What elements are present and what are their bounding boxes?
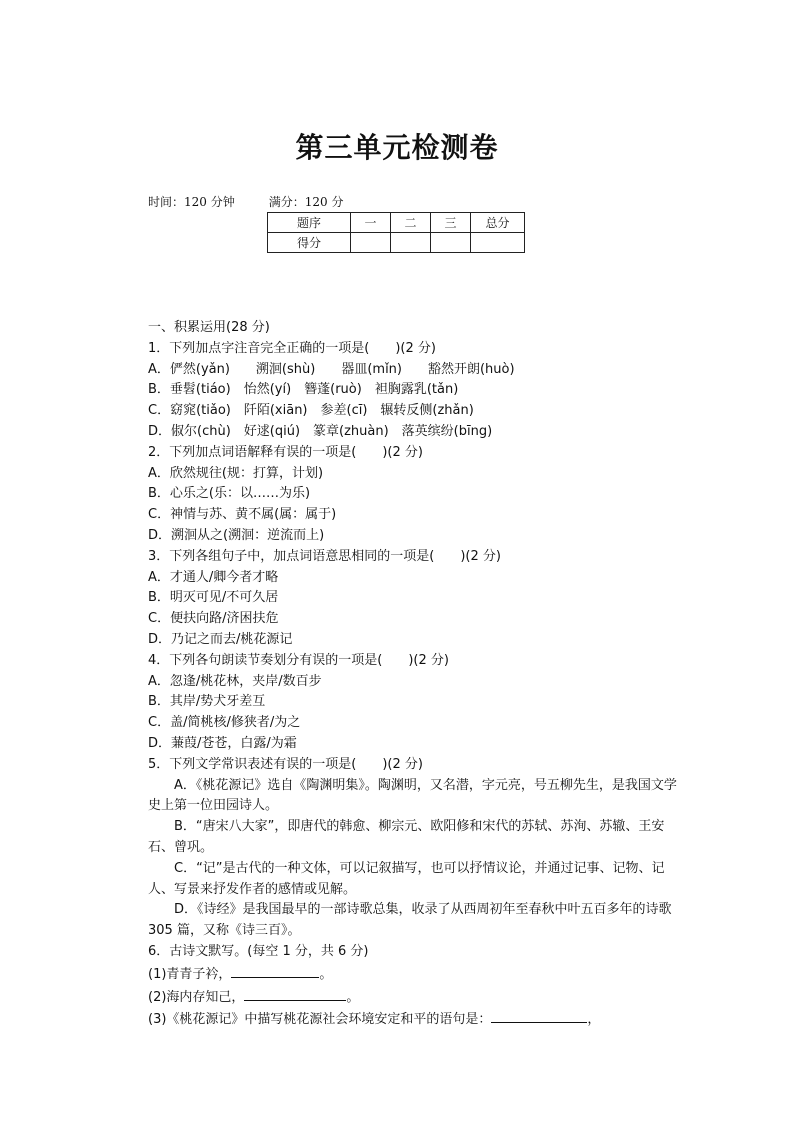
question-stem: 6．古诗文默写。(每空 1 分，共 6 分) bbox=[148, 943, 369, 959]
option: B．心乐之(乐：以……为乐) bbox=[148, 486, 311, 502]
option: A．俨然(yǎn) 溯洄(shù) 器皿(mǐn) 豁然开朗(huò) bbox=[148, 361, 515, 377]
option: B．明灭可见/不可久居 bbox=[148, 590, 279, 606]
fill-in-prompt: (3)《桃花源记》中描写桃花源社会环境安定和平的语句是： bbox=[148, 1012, 492, 1028]
option: D．乃记之而去/桃花源记 bbox=[148, 631, 293, 647]
fill-in-prompt: (2)海内存知己， bbox=[148, 989, 245, 1005]
question-stem: 1．下列加点字注音完全正确的一项是( )(2 分) bbox=[148, 340, 436, 356]
option: D．蒹葭/苍苍，白露/为霜 bbox=[148, 735, 297, 751]
option: B．其岸/势犬牙差互 bbox=[148, 694, 266, 710]
fill-in-punct: 。 bbox=[319, 966, 333, 982]
option: C．便扶向路/济困扶危 bbox=[148, 611, 279, 627]
option: C．窈窕(tiǎo) 阡陌(xiān) 参差(cī) 辗转反侧(zhǎn) bbox=[148, 403, 474, 419]
full-score: 满分：120 分 bbox=[268, 195, 344, 209]
score-table-row bbox=[268, 233, 525, 253]
fill-in-item bbox=[148, 986, 678, 1009]
score-header-cell: 三 bbox=[431, 213, 471, 233]
score-header-cell: 二 bbox=[391, 213, 431, 233]
answer-blank[interactable] bbox=[231, 963, 319, 978]
section-heading: 一、积累运用(28 分) bbox=[148, 320, 270, 335]
score-cell[interactable] bbox=[431, 233, 471, 253]
fill-in-punct: 。 bbox=[346, 989, 360, 1005]
exam-content bbox=[148, 318, 678, 1031]
option: A．欣然规往(规：打算，计划) bbox=[148, 465, 324, 481]
option: A．才通人/卿今者才略 bbox=[148, 569, 279, 585]
option: D．溯洄从之(溯洄：逆流而上) bbox=[148, 527, 325, 543]
option: B．垂髫(tiáo) 怡然(yí) 簪蓬(ruò) 袒胸露乳(tǎn) bbox=[148, 382, 459, 398]
question-stem: 4．下列各句朗读节奏划分有误的一项是( )(2 分) bbox=[148, 652, 449, 668]
score-cell[interactable] bbox=[471, 233, 525, 253]
option: C．盖/简桃核/修狭者/为之 bbox=[148, 715, 301, 731]
score-table-header-row bbox=[268, 213, 525, 233]
option: C．“记”是古代的一种文体，可以记叙描写，也可以抒情议论，并通过记事、记物、记人、写景来抒发作者的感情或见解。 bbox=[148, 860, 665, 897]
score-header-cell: 一 bbox=[351, 213, 391, 233]
score-header-cell: 题序 bbox=[268, 213, 351, 233]
fill-in-item bbox=[148, 963, 678, 986]
page-title: 第三单元检测卷 bbox=[295, 131, 499, 164]
score-cell[interactable] bbox=[351, 233, 391, 253]
score-cell[interactable] bbox=[391, 233, 431, 253]
option: C．神情与苏、黄不属(属：属于) bbox=[148, 507, 337, 523]
answer-blank[interactable] bbox=[491, 1008, 587, 1023]
option: D．俶尔(chù) 好逑(qiú) 篆章(zhuàn) 落英缤纷(bīng) bbox=[148, 423, 493, 439]
option: D．《诗经》是我国最早的一部诗歌总集，收录了从西周初年至春秋中叶五百多年的诗歌 305 篇，又称《诗三百》。 bbox=[148, 902, 672, 939]
question-stem: 2．下列加点词语解释有误的一项是( )(2 分) bbox=[148, 444, 423, 460]
score-table bbox=[267, 212, 525, 253]
fill-in-punct: ， bbox=[587, 1012, 601, 1028]
score-row-label: 得分 bbox=[268, 233, 351, 253]
option: B．“唐宋八大家”，即唐代的韩愈、柳宗元、欧阳修和宋代的苏轼、苏洵、苏辙、王安石、曾巩。 bbox=[148, 819, 665, 855]
fill-in-item bbox=[148, 1008, 678, 1031]
question-stem: 3．下列各组句子中，加点词语意思相同的一项是( )(2 分) bbox=[148, 548, 501, 564]
time-limit: 时间：120 分钟 bbox=[148, 195, 235, 209]
exam-meta bbox=[148, 193, 343, 210]
option: A．忽逢/桃花林，夹岸/数百步 bbox=[148, 673, 322, 689]
answer-blank[interactable] bbox=[244, 986, 346, 1001]
fill-in-prompt: (1)青青子衿， bbox=[148, 966, 232, 982]
option: A．《桃花源记》选自《陶渊明集》。陶渊明，又名潜，字元亮，号五柳先生，是我国文学史上第一位田园诗人。 bbox=[148, 777, 677, 814]
question-stem: 5．下列文学常识表述有误的一项是( )(2 分) bbox=[148, 756, 423, 772]
score-header-cell: 总分 bbox=[471, 213, 525, 233]
